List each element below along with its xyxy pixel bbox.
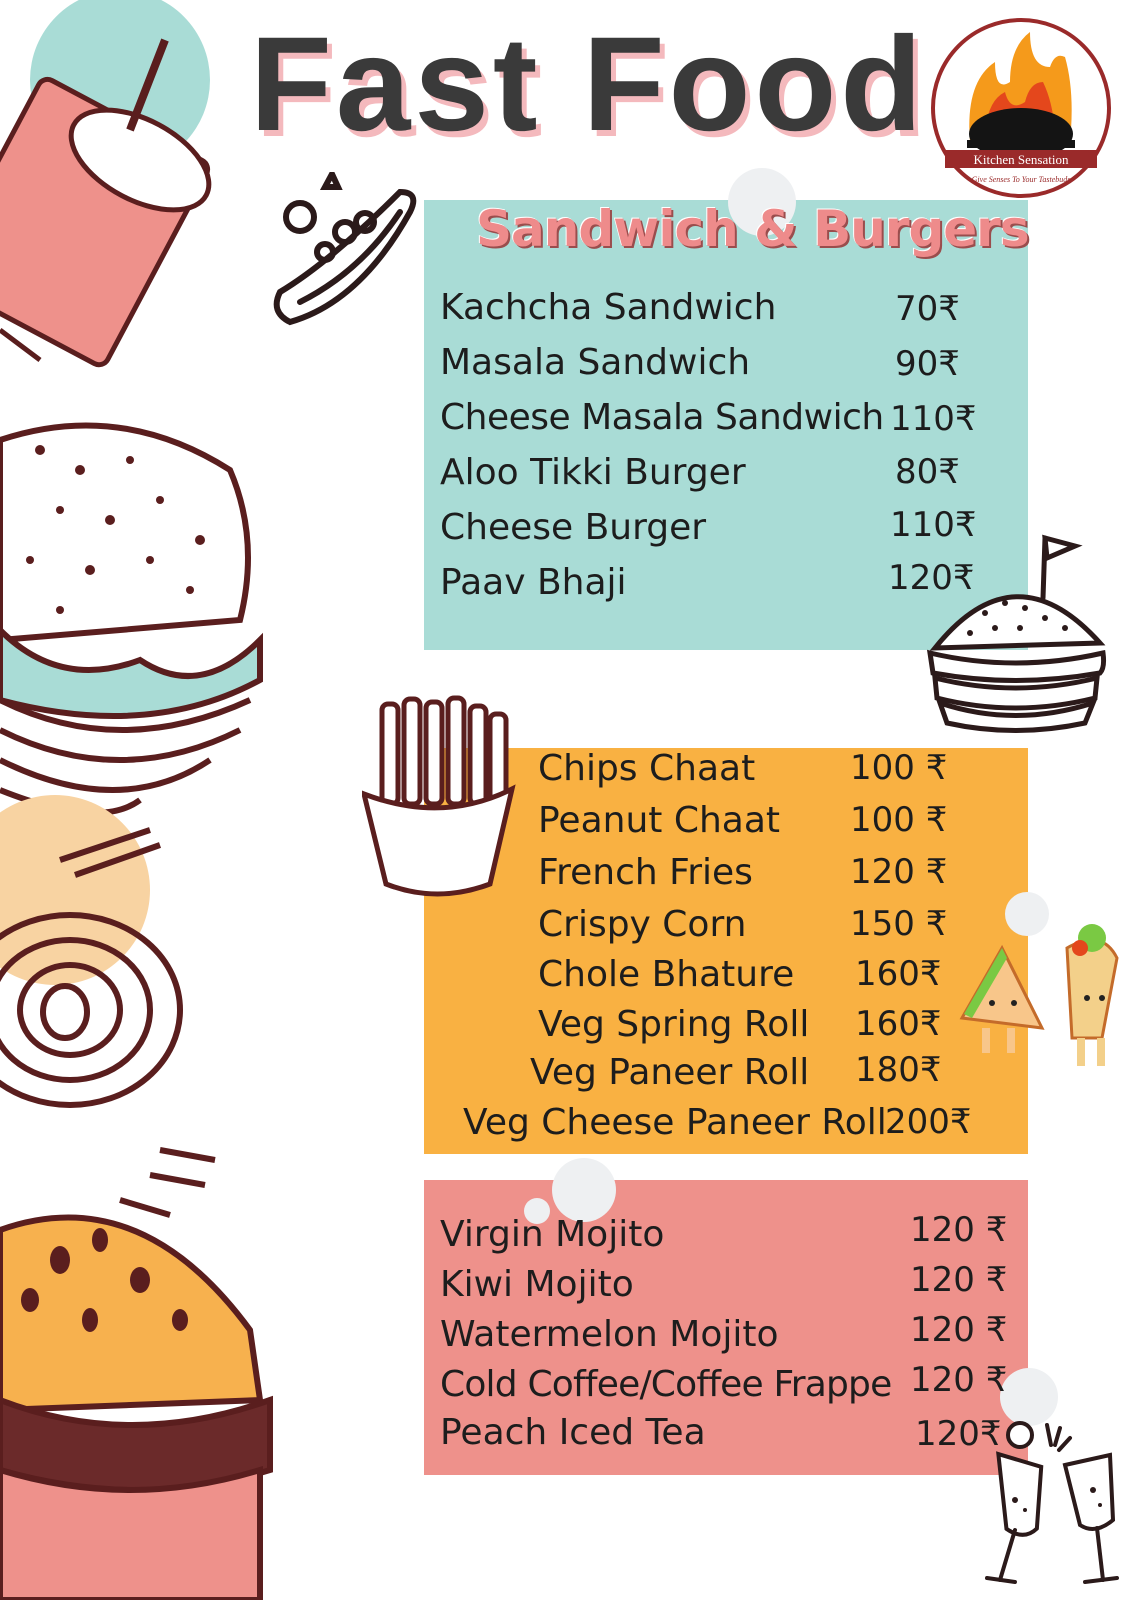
menu-item-price: 70₹ (895, 289, 960, 329)
menu-item-price: 80₹ (895, 452, 960, 492)
menu-item-name: Cheese Burger (440, 507, 707, 548)
sandwich-wrap-characters-icon (952, 918, 1127, 1093)
bubble-decoration (1000, 1368, 1058, 1426)
bubble-decoration (552, 1158, 616, 1222)
menu-item-name: Cheese Masala Sandwich (440, 397, 884, 438)
menu-item-price: 110₹ (890, 505, 977, 545)
french-fries-icon (362, 694, 522, 904)
menu-item-price: 200₹ (885, 1102, 972, 1142)
menu-item-price: 100 ₹ (850, 800, 948, 840)
menu-item-name: Crispy Corn (538, 904, 747, 945)
menu-item-name: Cold Coffee/Coffee Frappe (440, 1364, 892, 1405)
menu-item-price: 120 ₹ (910, 1210, 1008, 1250)
menu-item-name: Kiwi Mojito (440, 1264, 634, 1305)
menu-item-name: Watermelon Mojito (440, 1314, 779, 1355)
logo-tagline: Give Senses To Your Tastebuds (971, 175, 1071, 184)
cheers-glasses-icon (985, 1420, 1125, 1590)
menu-item-name: Chips Chaat (538, 748, 756, 789)
section-title-sandwich-burgers: Sandwich & Burgers (476, 200, 1029, 258)
menu-item-price: 110₹ (890, 399, 977, 439)
flame-dish-icon (925, 12, 1117, 204)
burger-icon (0, 425, 260, 812)
menu-item-name: Veg Cheese Paneer Roll (463, 1102, 887, 1143)
menu-item-price: 120₹ (888, 558, 975, 598)
menu-item-price: 160₹ (855, 1004, 942, 1044)
hotdog-icon (270, 172, 430, 342)
menu-item-name: Peanut Chaat (538, 800, 781, 841)
menu-item-price: 120₹ (915, 1414, 1002, 1454)
left-decoration (0, 0, 290, 1600)
menu-item-name: Kachcha Sandwich (440, 287, 777, 328)
menu-item-price: 150 ₹ (850, 904, 948, 944)
menu-item-name: Virgin Mojito (440, 1214, 665, 1255)
menu-item-name: Peach Iced Tea (440, 1412, 706, 1453)
menu-item-price: 120 ₹ (910, 1360, 1008, 1400)
menu-item-price: 90₹ (895, 344, 960, 384)
menu-item-price: 120 ₹ (850, 852, 948, 892)
logo (925, 12, 1117, 204)
page-title: Fast Food (250, 10, 927, 159)
menu-item-name: Chole Bhature (538, 954, 795, 995)
menu-item-price: 180₹ (855, 1050, 942, 1090)
menu-item-price: 160₹ (855, 954, 942, 994)
menu-item-price: 120 ₹ (910, 1260, 1008, 1300)
menu-item-price: 120 ₹ (910, 1310, 1008, 1350)
menu-item-price: 100 ₹ (850, 748, 948, 788)
menu-item-name: Paav Bhaji (440, 562, 627, 603)
menu-item-name: Aloo Tikki Burger (440, 452, 746, 493)
logo-name: Kitchen Sensation (973, 152, 1069, 167)
menu-item-name: Masala Sandwich (440, 342, 751, 383)
menu-item-name: Veg Spring Roll (538, 1004, 810, 1045)
burger-flag-icon (925, 528, 1115, 738)
cheeseburger-icon (0, 1150, 270, 1600)
menu-item-name: French Fries (538, 852, 753, 893)
menu-item-name: Veg Paneer Roll (530, 1052, 810, 1093)
